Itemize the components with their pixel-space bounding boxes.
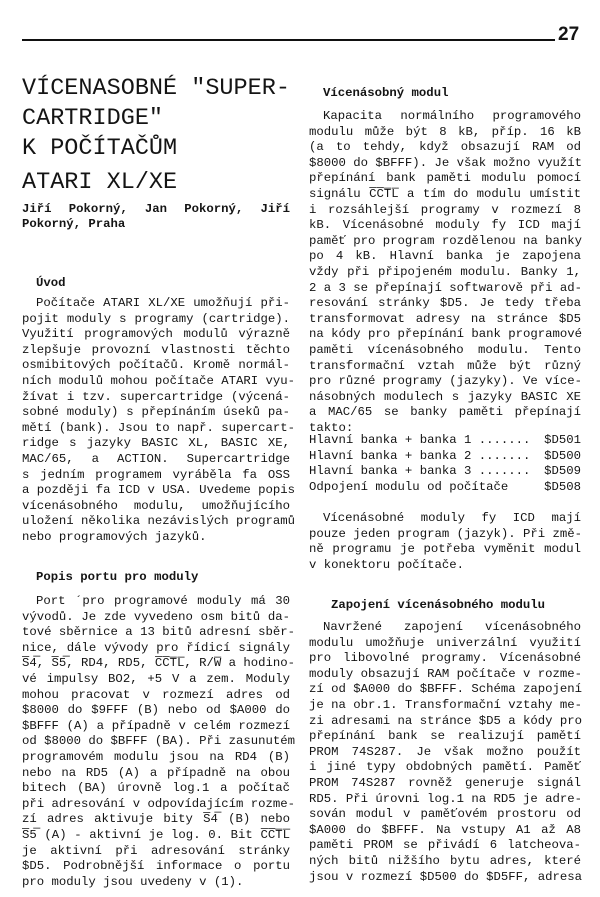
text-line: ně programu je potřeba vyměnit modul <box>309 542 581 557</box>
title-line: ATARI XL/XE <box>22 169 178 196</box>
text-line: ních modulů mohou počítače ATARI vyu- <box>22 373 296 388</box>
text-line: pouze jeden program (jazyk). Při změ- <box>309 526 583 541</box>
text-line: je aktivní při adresování stránky <box>22 843 290 858</box>
text-line: zí adres aktivuje bity S̅4̅ (B) nebo <box>22 812 290 827</box>
text-line: resování stránky $D5. Je tedy třeba <box>309 296 581 311</box>
text-line: zi adresami na stránce $D5 a kódy pro <box>309 713 583 728</box>
title-line: VÍCENASOBNÉ "SUPER- <box>22 75 290 102</box>
text-line: násobných modulech s jazyky BASIC XE <box>309 389 581 404</box>
section-heading-uvod: Úvod <box>36 276 66 290</box>
text-line: i rozsáhlejší programy v rozmezí 8 <box>309 202 581 217</box>
text-line: sobné moduly) s přepínáním úseků pa- <box>22 405 290 420</box>
paragraph-icd <box>309 511 581 573</box>
title-line: K POČÍTAČŮM <box>22 135 178 162</box>
text-line: zlepšuje provozní vlastnosti těchto <box>22 342 290 357</box>
text-line: pojit moduly s programy (cartridge). <box>22 311 290 326</box>
text-line: Port ´pro programové moduly má 30 <box>36 594 290 608</box>
paragraph-modul <box>309 109 581 436</box>
text-line: bitech (BA) úrovně log.1 a počítač <box>22 781 290 796</box>
bank-row <box>309 480 581 496</box>
text-line: $D5. Podrobnější informace o portu <box>22 859 290 874</box>
text-line: $A000 do $BFFF. Na vstupy A1 až A8 <box>309 822 581 837</box>
text-line: kB. Vícenásobné moduly fy ICD mají <box>309 218 581 233</box>
bank-label: Hlavní banka + banka 2 ....... <box>309 448 531 463</box>
text-line: uložení několika nezávislých programů <box>22 514 296 529</box>
text-line: přepínání bank se realizují pamětí <box>309 729 581 744</box>
text-line: PROM 74S287. Je však možno použít <box>309 744 581 759</box>
text-line: paměti PROM se přivádí 6 latcheova- <box>309 838 581 853</box>
text-line: vé impulsy BO2, +5 V a zem. Moduly <box>22 671 290 686</box>
text-line: jsou v rozmezí $D500 do $D5FF, adresa <box>309 869 583 884</box>
text-line: tové sběrnice a 13 bitů adresní sběr- <box>22 625 296 640</box>
text-line: signálu C̅C̅T̅L̅ a tím do modulu umístit <box>309 186 581 201</box>
bank-label: Odpojení modulu od počítače <box>309 479 509 494</box>
text-line: vždy při připojeném modulu. Banky 1, <box>309 264 581 279</box>
text-line: MAC/65, a ACTION. Supercartridge <box>22 451 290 466</box>
paragraph-zapojeni <box>309 620 581 885</box>
authors <box>22 202 290 232</box>
text-line: na kódy pro přepínání bank programové <box>309 327 583 342</box>
text-line: a MAC/65 se banky paměti přepínají <box>309 405 581 420</box>
text-line: a později fa ICD v USA. Uvedeme popis <box>22 483 296 498</box>
text-line: $BFFF (A) a případně v celém rozmezí <box>22 718 290 733</box>
text-line: moduly obsazují RAM počítače v rozme- <box>309 666 583 681</box>
text-line: s jedním programem vyráběla fa OSS <box>22 467 290 482</box>
bank-code: $D501 <box>544 433 581 447</box>
text-line: po 4 kB. Hlavní banka je zapojena <box>309 249 581 264</box>
text-line: S̅5̅ (A) - aktivní je log. 0. Bit C̅C̅T̅L̅ <box>22 827 290 842</box>
text-line: $8000 do $9FFF (B) nebo od $A000 do <box>22 703 290 718</box>
text-line: transformovat adresy na stránce $D5 <box>309 311 581 326</box>
text-line: paměti vícenásobného modulu. Tento <box>309 342 581 357</box>
bank-row <box>309 464 581 480</box>
text-line: nebo programových jazyků. <box>22 529 207 544</box>
text-line: nice, dále vývody pro řídicí signály <box>22 640 290 655</box>
text-line: modulu umožňuje univerzální využití <box>309 635 581 650</box>
text-line: Kapacita normálního programového <box>323 109 581 123</box>
text-line: transformační vztah může být různý <box>309 358 581 373</box>
text-line: programovém modulu jsou na RD4 (B) <box>22 749 290 764</box>
bank-label: Hlavní banka + banka 3 ....... <box>309 464 531 479</box>
text-line: je na obr.1. Transformační vztahy me- <box>309 697 583 712</box>
text-line: paměť pro program rozdělenou na banky <box>309 233 583 248</box>
text-line: Počítače ATARI XL/XE umožňují při- <box>36 296 290 310</box>
text-line: v konektoru počítače. <box>309 557 464 572</box>
bank-row <box>309 433 581 449</box>
text-line: pro moduly jsou uvedeny v (1). <box>22 874 244 889</box>
text-line: takto: <box>309 420 354 435</box>
text-line: při adresování v odpovídajícím rozme- <box>22 796 296 811</box>
text-line: modulu může být 8 kB, příp. 16 kB <box>309 124 581 139</box>
text-line: ných bitů nižšího bytu adres, které <box>309 853 581 868</box>
text-line: pro různé programy (jazyky). Ve více- <box>309 374 583 389</box>
bank-code: $D500 <box>544 448 581 463</box>
header-rule <box>22 39 555 41</box>
text-line: S̅4̅, S̅5̅, RD4, RD5, C̅C̅T̅L̅, R/W̅ a hodino- <box>22 656 296 671</box>
section-heading-zapojeni: Zapojení vícenásobného modulu <box>331 598 546 612</box>
text-line: žívat i tzv. supercartridge (výcená- <box>22 389 290 404</box>
text-line: (a to tehdy, když obsazují RAM od <box>309 140 581 155</box>
authors-line: Jiří Pokorný, Jan Pokorný, Jiří <box>22 202 290 216</box>
text-line: mětí (bank). Jsou to např. supercart- <box>22 420 296 435</box>
text-line: pro libovolné programy. Vícenásobné <box>309 651 581 666</box>
text-line: přepínání bank paměti modulu pomocí <box>309 171 581 186</box>
text-line: zí od $A000 do $BFFF. Schéma zapojení <box>309 682 583 697</box>
title-line: CARTRIDGE" <box>22 105 164 132</box>
text-line: i jiné typy obdobných pamětí. Paměť <box>309 760 581 775</box>
text-line: Vícenásobné moduly fy ICD mají <box>323 511 581 525</box>
bank-code: $D509 <box>544 464 581 479</box>
text-line: od $8000 do $BFFF (BA). Při zasunutém <box>22 734 296 749</box>
text-line: osmibitových počítačů. Kromě normál- <box>22 358 290 373</box>
page-number: 27 <box>558 24 580 45</box>
article-title <box>22 74 294 198</box>
text-line: Navržené zapojení vícenásobného <box>323 620 581 634</box>
section-heading-port: Popis portu pro moduly <box>36 570 199 584</box>
bank-table <box>309 433 581 495</box>
text-line: $8000 do $BFFF). Je však možno využít <box>309 155 583 170</box>
text-line: nebo na RD5 (A) a případně na obou <box>22 765 290 780</box>
paragraph-uvod <box>22 296 296 546</box>
bank-label: Hlavní banka + banka 1 ....... <box>309 433 531 447</box>
paragraph-port <box>22 594 296 890</box>
text-line: mohou pracovat v rozmezí adres od <box>22 687 290 702</box>
text-line: RD5. Při úrovni log.1 na RD5 je adre- <box>309 791 583 806</box>
section-heading-modul: Vícenásobný modul <box>323 86 449 100</box>
text-line: PROM 74S287 rovněž generuje signál <box>309 775 581 790</box>
text-line: sován modul v paměťovém prostoru od <box>309 807 581 822</box>
text-line: Využití programových modulů výrazně <box>22 327 290 342</box>
text-line: 2 a 3 se přepínají softwarově při ad- <box>309 280 583 295</box>
text-line: vícenásobného modulu, umožňujícího <box>22 498 290 513</box>
bank-row <box>309 449 581 465</box>
text-line: ridge s jazyky BASIC XL, BASIC XE, <box>22 436 290 451</box>
text-line: vývodů. Je zde vyvedeno osm bitů da- <box>22 609 290 624</box>
bank-code: $D508 <box>544 479 581 494</box>
authors-line: Pokorný, Praha <box>22 217 126 231</box>
